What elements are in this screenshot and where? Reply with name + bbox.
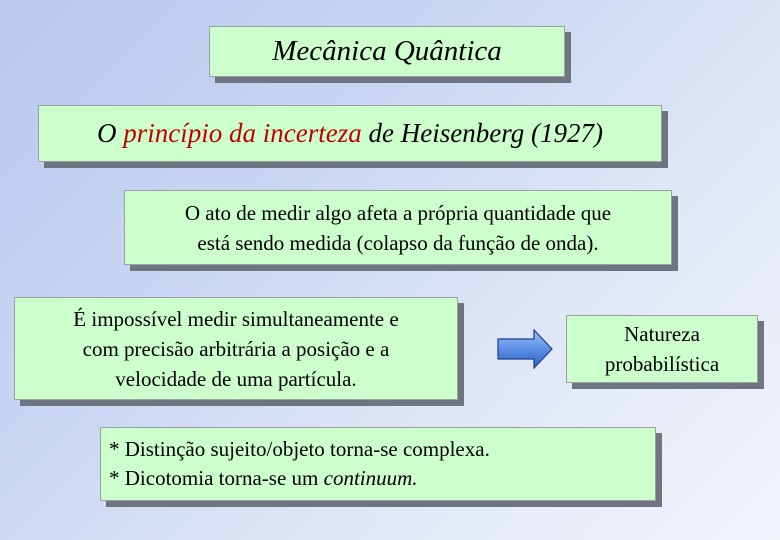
subtitle-suffix: de Heisenberg (1927) <box>361 118 603 148</box>
title-box <box>209 26 565 77</box>
subtitle-prefix: O <box>97 118 124 148</box>
definition-box <box>124 190 672 265</box>
definition-line-1: O ato de medir algo afeta a própria quantidade que <box>184 200 612 225</box>
right-arrow-icon <box>497 329 553 369</box>
impossibility-box <box>14 297 458 400</box>
impossibility-text <box>73 304 398 394</box>
impossibility-line-2: com precisão arbitrária a posição e a <box>82 336 390 361</box>
notes-box <box>100 427 656 501</box>
nature-line-1: Natureza <box>624 322 700 346</box>
nature-line-2: probabilística <box>604 352 720 376</box>
subtitle <box>97 118 603 149</box>
impossibility-line-1: É impossível medir simultaneamente e <box>73 306 399 331</box>
note-line-2 <box>109 464 490 493</box>
nature-text <box>605 319 719 379</box>
note-line-2-prefix: * Dicotomia torna-se um <box>109 466 324 490</box>
definition-line-2: está sendo medida (colapso da função de onda). <box>197 230 599 255</box>
impossibility-line-3: velocidade de uma partícula. <box>115 366 357 391</box>
note-line-2-italic: continuum. <box>323 466 418 490</box>
notes-text <box>101 435 490 493</box>
definition-text <box>185 198 611 258</box>
subtitle-box <box>38 105 662 162</box>
slide-title: Mecânica Quântica <box>272 35 502 67</box>
subtitle-highlight: princípio da incerteza <box>123 118 362 148</box>
nature-box <box>566 315 758 383</box>
note-line-1: * Distinção sujeito/objeto torna-se complexa. <box>109 437 490 461</box>
